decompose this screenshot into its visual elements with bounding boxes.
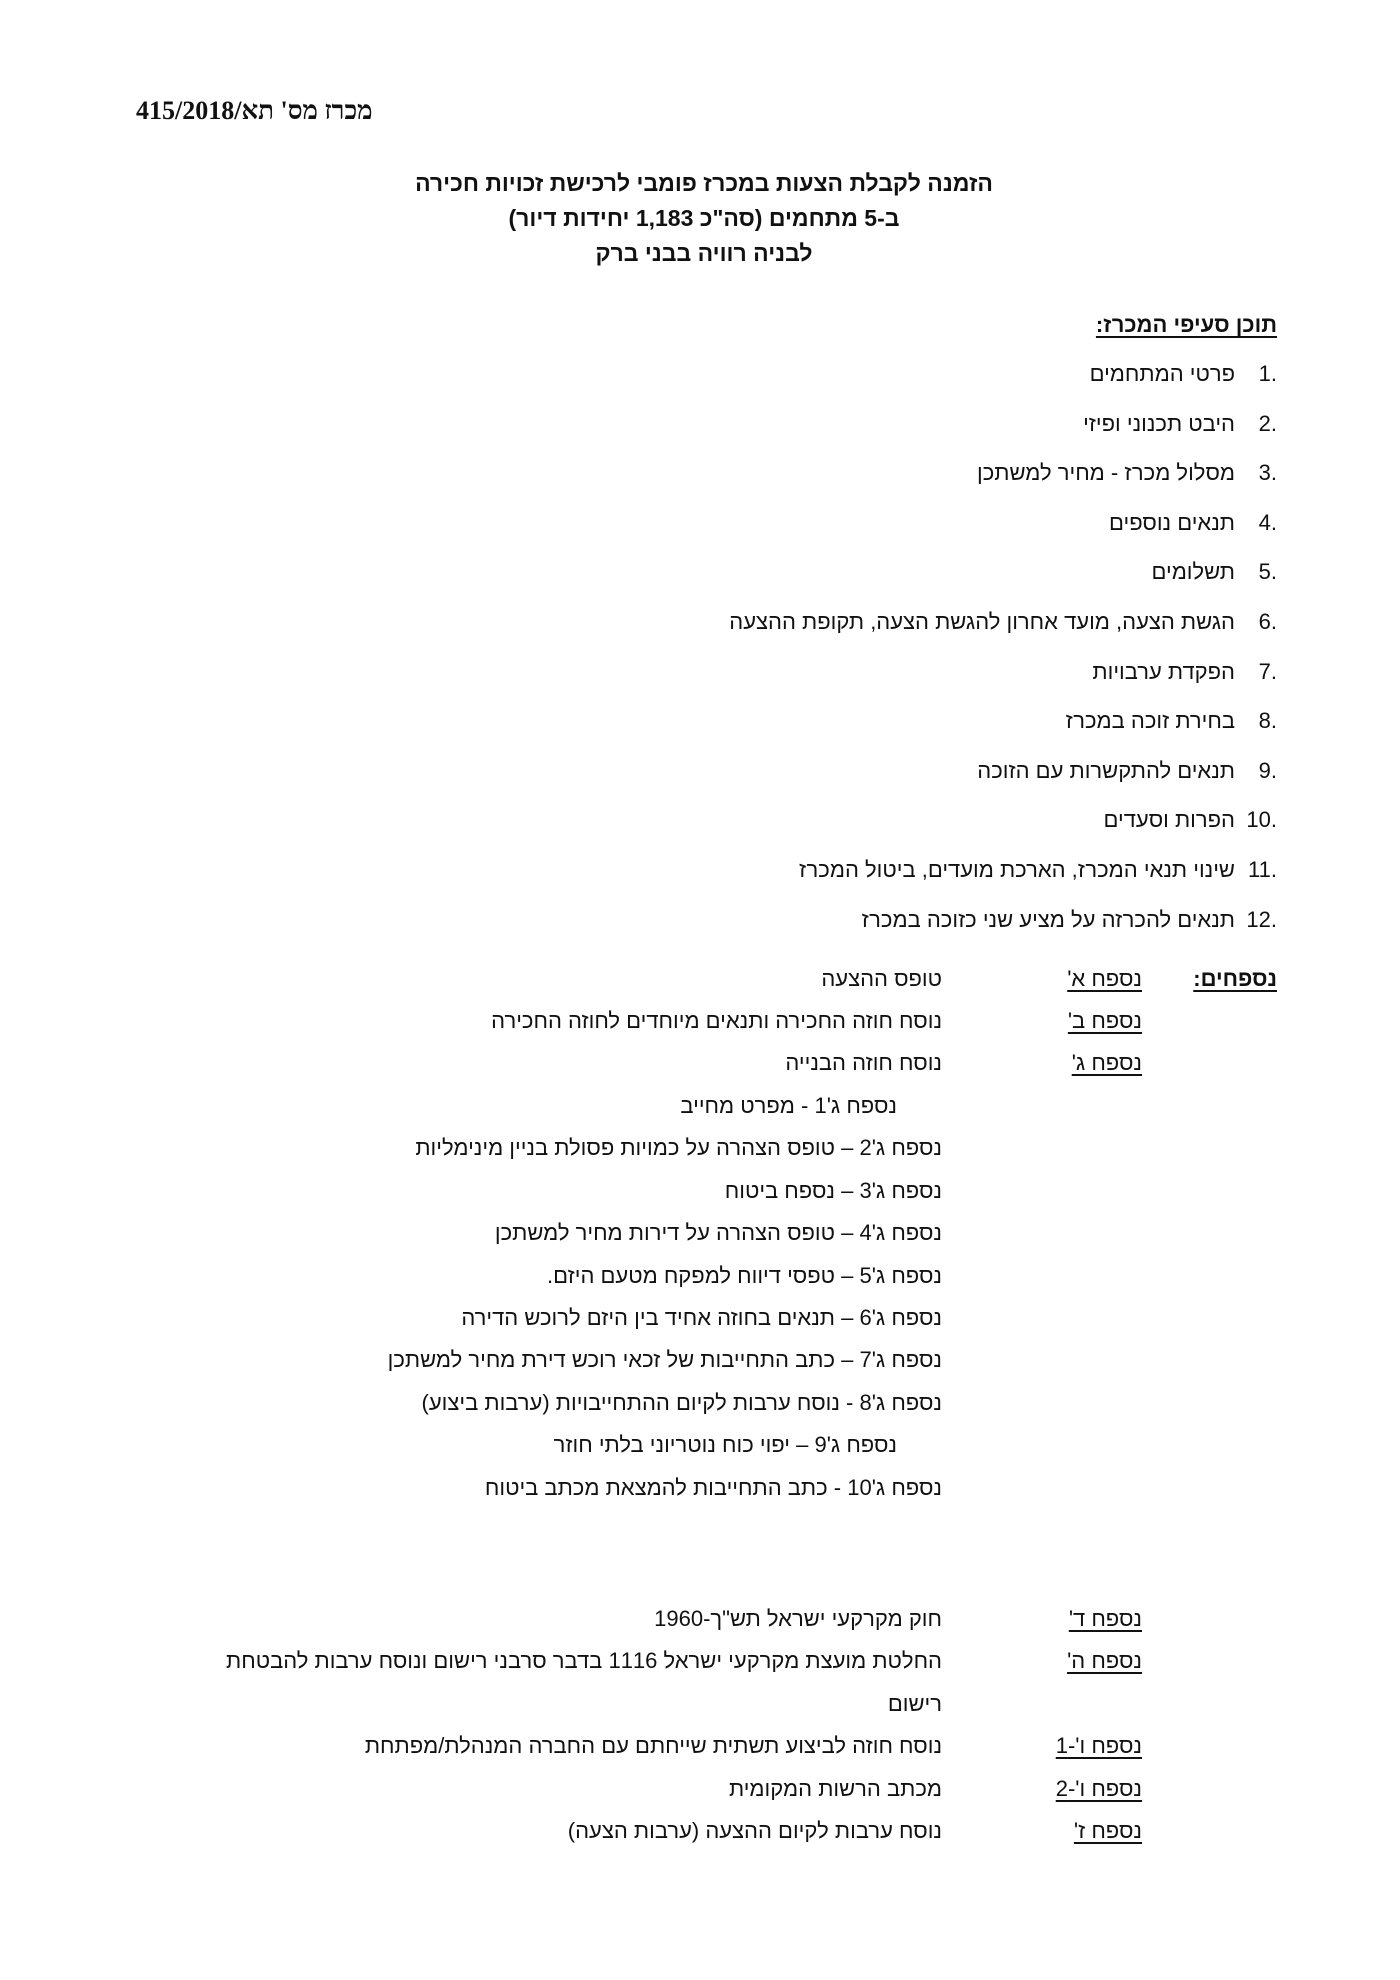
appendix-title: החלטת מועצת מקרקעי ישראל 1116 בדבר סרבני רישום ונוסח ערבות להבטחת <box>226 1648 942 1673</box>
toc-item-number: 9. <box>1258 757 1277 783</box>
toc-item-number: 4. <box>1258 509 1277 535</box>
toc-item-number: 8. <box>1258 708 1277 734</box>
appendix-title: טופס ההצעה <box>821 966 942 991</box>
toc-item-text: הפקדת ערבויות <box>1092 658 1235 684</box>
toc-item-text: בחירת זוכה במכרז <box>1065 708 1235 734</box>
toc-item-text: שינוי תנאי המכרז, הארכת מועדים, ביטול המכרז <box>798 857 1235 882</box>
title-line: לבניה רוויה בבני ברק <box>595 240 813 266</box>
toc-item-text: מסלול מכרז - מחיר למשתכן <box>976 460 1235 486</box>
appendix-title: נוסח חוזה החכירה ותנאים מיוחדים לחוזה החכירה <box>491 1008 942 1033</box>
sub-appendix-item: נספח ג'8 - נוסח ערבות לקיום ההתחייבויות (ערבות ביצוע) <box>421 1389 942 1415</box>
sub-appendix-item: נספח ג'1 - מפרט מחייב <box>680 1093 897 1118</box>
tender-number: מכרז מס' תא/415/2018 <box>136 96 373 125</box>
toc-item-number: 6. <box>1258 609 1277 634</box>
sub-appendix-item: נספח ג'3 – נספח ביטוח <box>724 1177 942 1203</box>
toc-item-text: תנאים נוספים <box>1109 509 1235 535</box>
appendix-label: נספח ה' <box>1067 1648 1142 1673</box>
title-line: ב-5 מתחמים (סה"כ 1,183 יחידות דיור) <box>508 205 900 231</box>
toc-item-text: תנאים להכרזה על מציע שני כזוכה במכרז <box>861 906 1235 932</box>
toc-item-number: 11. <box>1248 857 1277 882</box>
appendix-label: נספח ב' <box>1067 1008 1142 1033</box>
toc-item-text: הפרות וסעדים <box>1103 807 1235 833</box>
toc-item-text: תנאים להתקשרות עם הזוכה <box>977 757 1235 783</box>
title-line: הזמנה לקבלת הצעות במכרז פומבי לרכישת זכויות חכירה <box>415 170 993 196</box>
toc-item-text: תשלומים <box>1151 559 1235 585</box>
toc-item-text: הגשת הצעה, מועד אחרון להגשת הצעה, תקופת ההצעה <box>729 609 1235 634</box>
sub-appendix-item: נספח ג'10 - כתב התחייבות להמצאת מכתב ביטוח <box>484 1474 942 1500</box>
appendix-label: נספח ו'-1 <box>1055 1733 1142 1758</box>
toc-item-text: היבט תכנוני ופיזי <box>1083 410 1235 436</box>
sub-appendix-item: נספח ג'4 – טופס הצהרה על דירות מחיר למשתכן <box>494 1220 942 1246</box>
sub-appendix-item: נספח ג'7 – כתב התחייבות של זכאי רוכש דירת מחיר למשתכן <box>387 1347 942 1373</box>
appendix-title: מכתב הרשות המקומית <box>728 1775 942 1801</box>
toc-item-number: 12. <box>1246 906 1277 932</box>
sub-appendix-item: נספח ג'6 – תנאים בחוזה אחיד בין היזם לרוכש הדירה <box>461 1305 942 1330</box>
sub-appendix-item: נספח ג'9 – יפוי כוח נוטריוני בלתי חוזר <box>553 1432 897 1458</box>
sub-appendix-item: נספח ג'5 – טפסי דיווח למפקח מטעם היזם. <box>547 1262 942 1288</box>
appendix-label: נספח ז' <box>1073 1818 1142 1844</box>
appendix-title: נוסח ערבות לקיום ההצעה (ערבות הצעה) <box>567 1818 942 1844</box>
appendix-title-continued: רישום <box>887 1690 942 1716</box>
toc-item-number: 2. <box>1258 410 1277 436</box>
appendix-label: נספח ד' <box>1068 1606 1142 1631</box>
toc-item-number: 10. <box>1246 807 1277 833</box>
appendix-label: נספח א' <box>1067 966 1142 991</box>
toc-item-number: 3. <box>1258 460 1277 486</box>
toc-item-text: פרטי המתחמים <box>1089 361 1235 386</box>
toc-item-number: 7. <box>1258 658 1277 684</box>
appendix-title: נוסח חוזה לביצוע תשתית שייחתם עם החברה המנהלת/מפתחת <box>364 1733 942 1758</box>
appendix-label: נספח ג' <box>1071 1050 1142 1075</box>
appendix-title: חוק מקרקעי ישראל תש"ך-1960 <box>654 1606 942 1631</box>
toc-heading: תוכן סעיפי המכרז: <box>1095 312 1277 337</box>
toc-item-number: 5. <box>1258 559 1277 585</box>
sub-appendix-item: נספח ג'2 – טופס הצהרה על כמויות פסולת בניין מינימליות <box>415 1135 942 1161</box>
toc-item-number: 1. <box>1258 361 1277 386</box>
appendices-heading: נספחים: <box>1193 966 1277 991</box>
appendix-title: נוסח חוזה הבנייה <box>785 1050 942 1075</box>
appendix-label: נספח ו'-2 <box>1055 1775 1142 1801</box>
